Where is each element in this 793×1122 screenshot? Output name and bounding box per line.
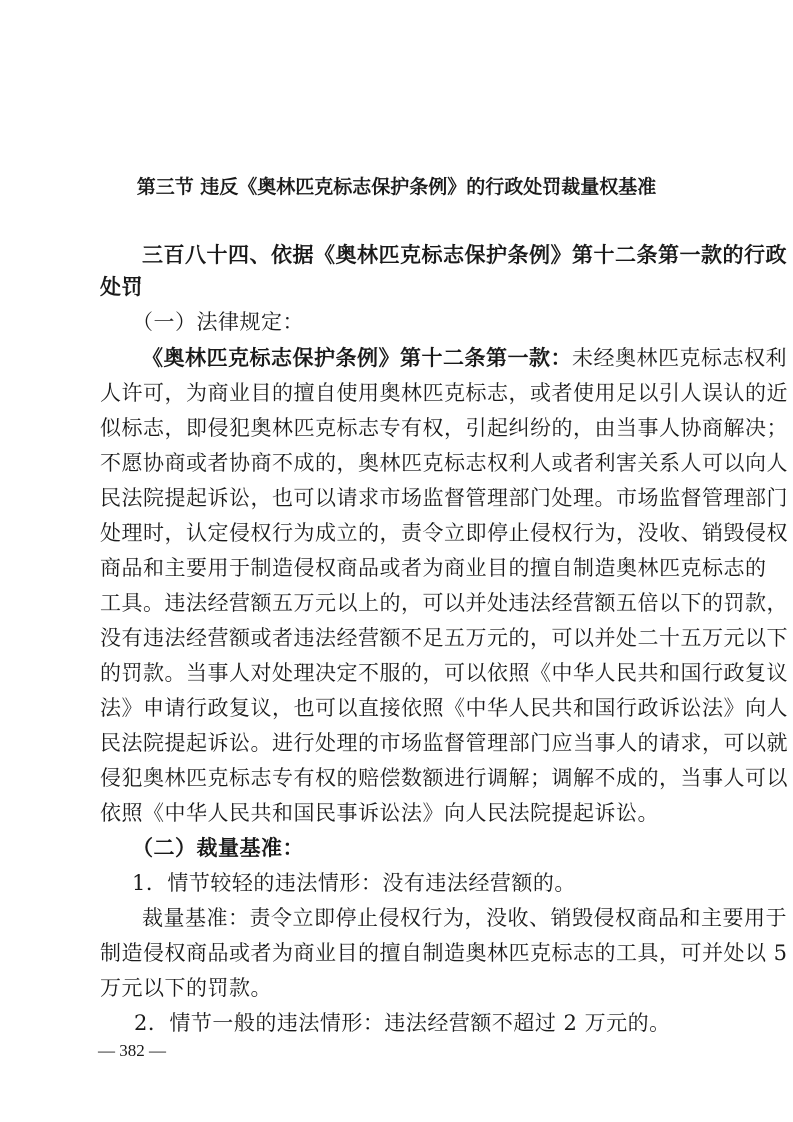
item-1-standard-line: 裁量基准：责令立即停止侵权行为，没收、销毁侵权商品和主要用于 xyxy=(142,906,787,930)
provision-line: 处理时，认定侵权行为成立的，责令立即停止侵权行为，没收、销毁侵权 xyxy=(100,521,788,545)
provision-line: 人许可，为商业目的擅自使用奥林匹克标志，或者使用足以引人误认的近 xyxy=(100,381,788,405)
provision-line: 法》申请行政复议，也可以直接依照《中华人民共和国行政诉讼法》向人 xyxy=(100,696,788,720)
item-2: 2．情节一般的违法情形：违法经营额不超过 2 万元的。 xyxy=(134,1011,671,1035)
provision-line: 民法院提起诉讼。进行处理的市场监督管理部门应当事人的请求，可以就 xyxy=(100,731,788,755)
legal-provision-heading: （一）法律规定： xyxy=(132,310,304,334)
provision-line: 没有违法经营额或者违法经营额不足五万元的，可以并处二十五万元以下 xyxy=(100,626,788,650)
provision-line: 依照《中华人民共和国民事诉讼法》向人民法院提起诉讼。 xyxy=(100,801,659,825)
article-heading-line-1: 三百八十四、依据《奥林匹克标志保护条例》第十二条第一款的行政 xyxy=(142,243,787,267)
item-1-standard-line: 制造侵权商品或者为商业目的擅自制造奥林匹克标志的工具，可并处以 5 xyxy=(100,941,788,965)
section-title: 第三节 违反《奥林匹克标志保护条例》的行政处罚裁量权基准 xyxy=(136,176,657,198)
item-1-standard-line: 万元以下的罚款。 xyxy=(100,976,272,1000)
provision-text: 未经奥林匹克标志权利 xyxy=(572,346,787,370)
legal-provision-first-line xyxy=(142,343,787,373)
provision-line: 不愿协商或者协商不成的，奥林匹克标志权利人或者利害关系人可以向人 xyxy=(100,451,788,475)
page-number: — 382 — xyxy=(98,1041,166,1060)
provision-line: 侵犯奥林匹克标志专有权的赔偿数额进行调解；调解不成的，当事人可以 xyxy=(100,766,788,790)
provision-source-label: 《奥林匹克标志保护条例》第十二条第一款： xyxy=(142,346,572,370)
provision-line: 的罚款。当事人对处理决定不服的，可以依照《中华人民共和国行政复议 xyxy=(100,661,788,685)
discretion-heading: （二）裁量基准： xyxy=(132,835,304,860)
provision-line: 似标志，即侵犯奥林匹克标志专有权，引起纠纷的，由当事人协商解决； xyxy=(100,416,788,440)
item-1: 1．情节较轻的违法情形：没有违法经营额的。 xyxy=(132,871,576,895)
provision-line: 民法院提起诉讼，也可以请求市场监督管理部门处理。市场监督管理部门 xyxy=(100,486,788,510)
article-heading-line-2: 处罚 xyxy=(100,275,143,299)
provision-line: 工具。违法经营额五万元以上的，可以并处违法经营额五倍以下的罚款， xyxy=(100,591,788,615)
provision-line: 商品和主要用于制造侵权商品或者为商业目的擅自制造奥林匹克标志的 xyxy=(100,556,767,580)
